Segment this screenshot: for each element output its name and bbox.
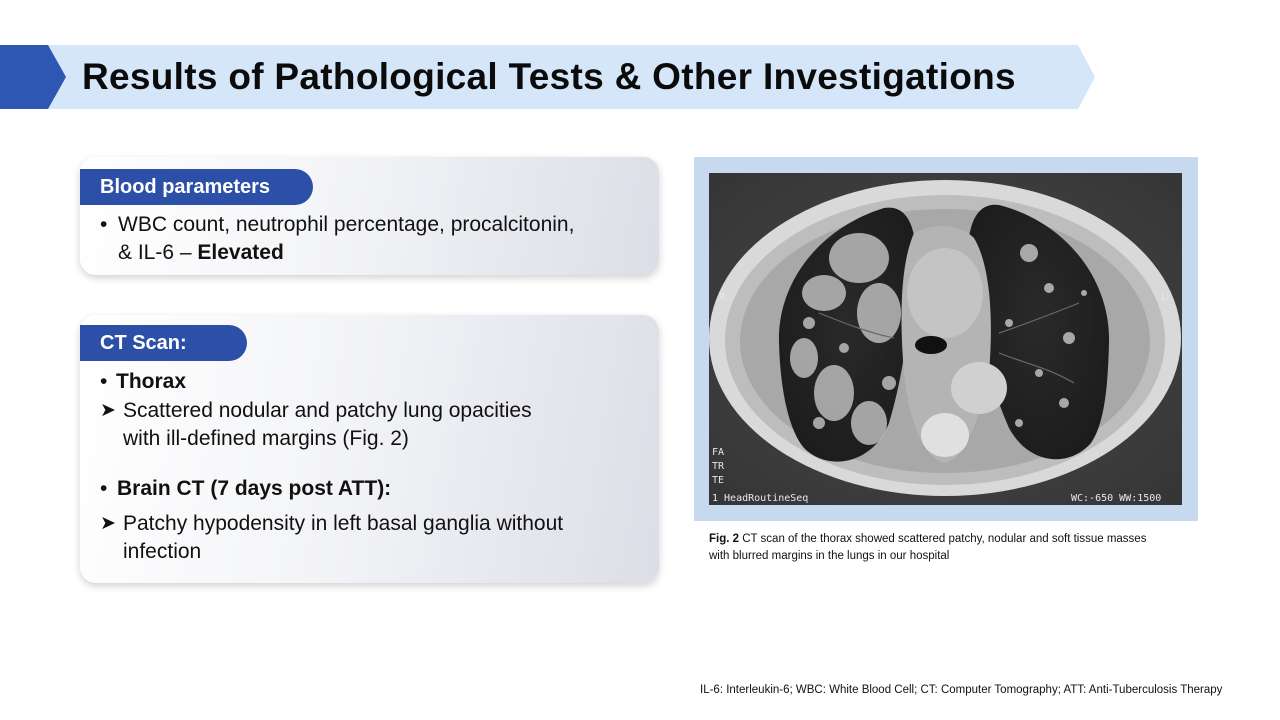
figure-caption-label: Fig. 2 xyxy=(709,533,740,545)
blood-line-1: WBC count, neutrophil percentage, procalcitonin, xyxy=(118,213,575,236)
brain-arrow-icon: ➤ xyxy=(100,513,116,534)
elevated-label: Elevated xyxy=(197,241,284,264)
thorax-arrow-icon: ➤ xyxy=(100,400,116,421)
brain-bullet: • xyxy=(100,477,108,500)
overlay-te: TE xyxy=(712,475,725,486)
overlay-r: R xyxy=(719,292,726,303)
blood-parameters-heading: Blood parameters xyxy=(80,169,313,205)
ct-scan-heading: CT Scan: xyxy=(80,325,247,361)
blood-line-2 xyxy=(118,239,284,267)
page-title: Results of Pathological Tests & Other Investigations xyxy=(82,56,1016,97)
brain-ct-label: Brain CT (7 days post ATT): xyxy=(117,477,392,500)
ct-scan-image xyxy=(709,173,1182,505)
abbreviations-footnote: IL-6: Interleukin-6; WBC: White Blood Cell; CT: Computer Tomography; ATT: Anti-Tuberculosis Therapy xyxy=(700,684,1223,696)
overlay-sequence: 1 HeadRoutineSeq xyxy=(712,493,809,504)
figure-caption xyxy=(709,531,1199,565)
figure-caption-line-2: with blurred margins in the lungs in our hospital xyxy=(709,550,950,562)
overlay-l: L xyxy=(1161,292,1168,303)
brain-line-2: infection xyxy=(123,540,202,563)
ct-scan-illustration xyxy=(709,173,1182,505)
blood-line-2-prefix: & IL-6 – xyxy=(118,241,198,264)
thorax-line-2: with ill-defined margins (Fig. 2) xyxy=(123,427,409,450)
blood-bullet: • xyxy=(100,213,108,236)
overlay-window: WC:-650 WW:1500 xyxy=(1071,493,1162,504)
brain-line-1: Patchy hypodensity in left basal ganglia without xyxy=(123,512,564,535)
figure-caption-line-1: CT scan of the thorax showed scattered patchy, nodular and soft tissue masses xyxy=(742,533,1147,545)
thorax-bullet: • xyxy=(100,370,108,393)
thorax-label: Thorax xyxy=(116,370,187,393)
thorax-line-1: Scattered nodular and patchy lung opacities xyxy=(123,399,532,422)
overlay-tr: TR xyxy=(712,461,725,472)
overlay-fa: FA xyxy=(712,447,725,458)
